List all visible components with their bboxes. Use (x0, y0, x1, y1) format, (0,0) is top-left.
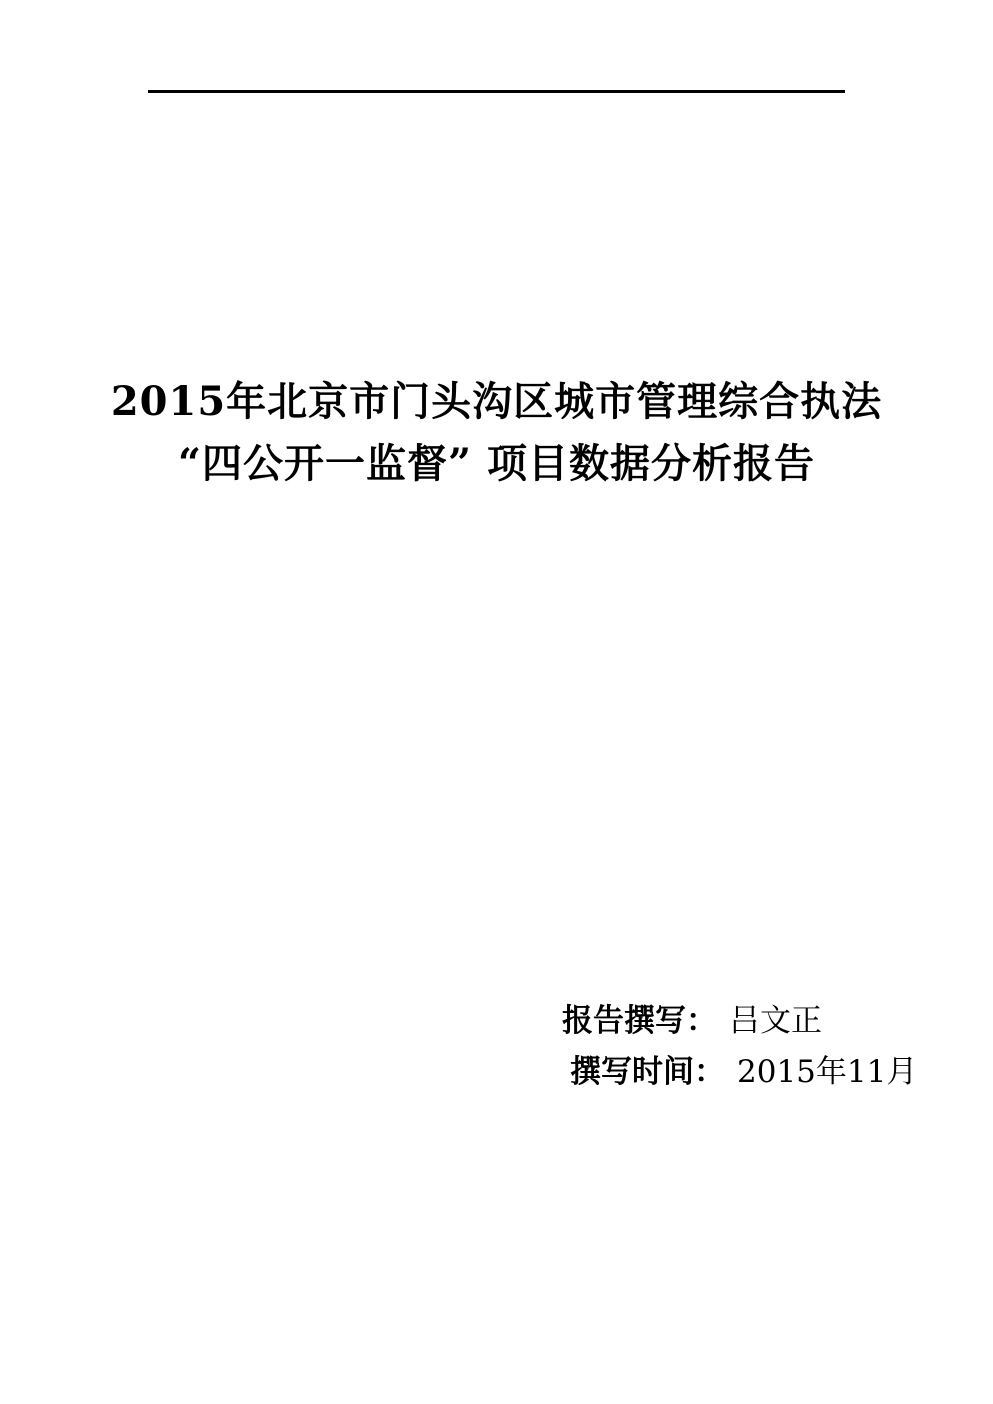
byline-block (562, 1002, 917, 1091)
document-title (0, 371, 993, 495)
header-rule (148, 90, 845, 93)
title-line-2: “四公开一监督” 项目数据分析报告 (178, 440, 815, 487)
title-line-1: 2015年北京市门头沟区城市管理综合执法 (110, 378, 883, 425)
date-label: 撰写时间： (570, 1054, 725, 1090)
author-label: 报告撰写： (562, 1003, 717, 1039)
date-row (570, 1053, 917, 1091)
date-value: 2015年11月 (737, 1054, 918, 1090)
author-value: 吕文正 (729, 1003, 822, 1039)
author-row (562, 1002, 917, 1040)
